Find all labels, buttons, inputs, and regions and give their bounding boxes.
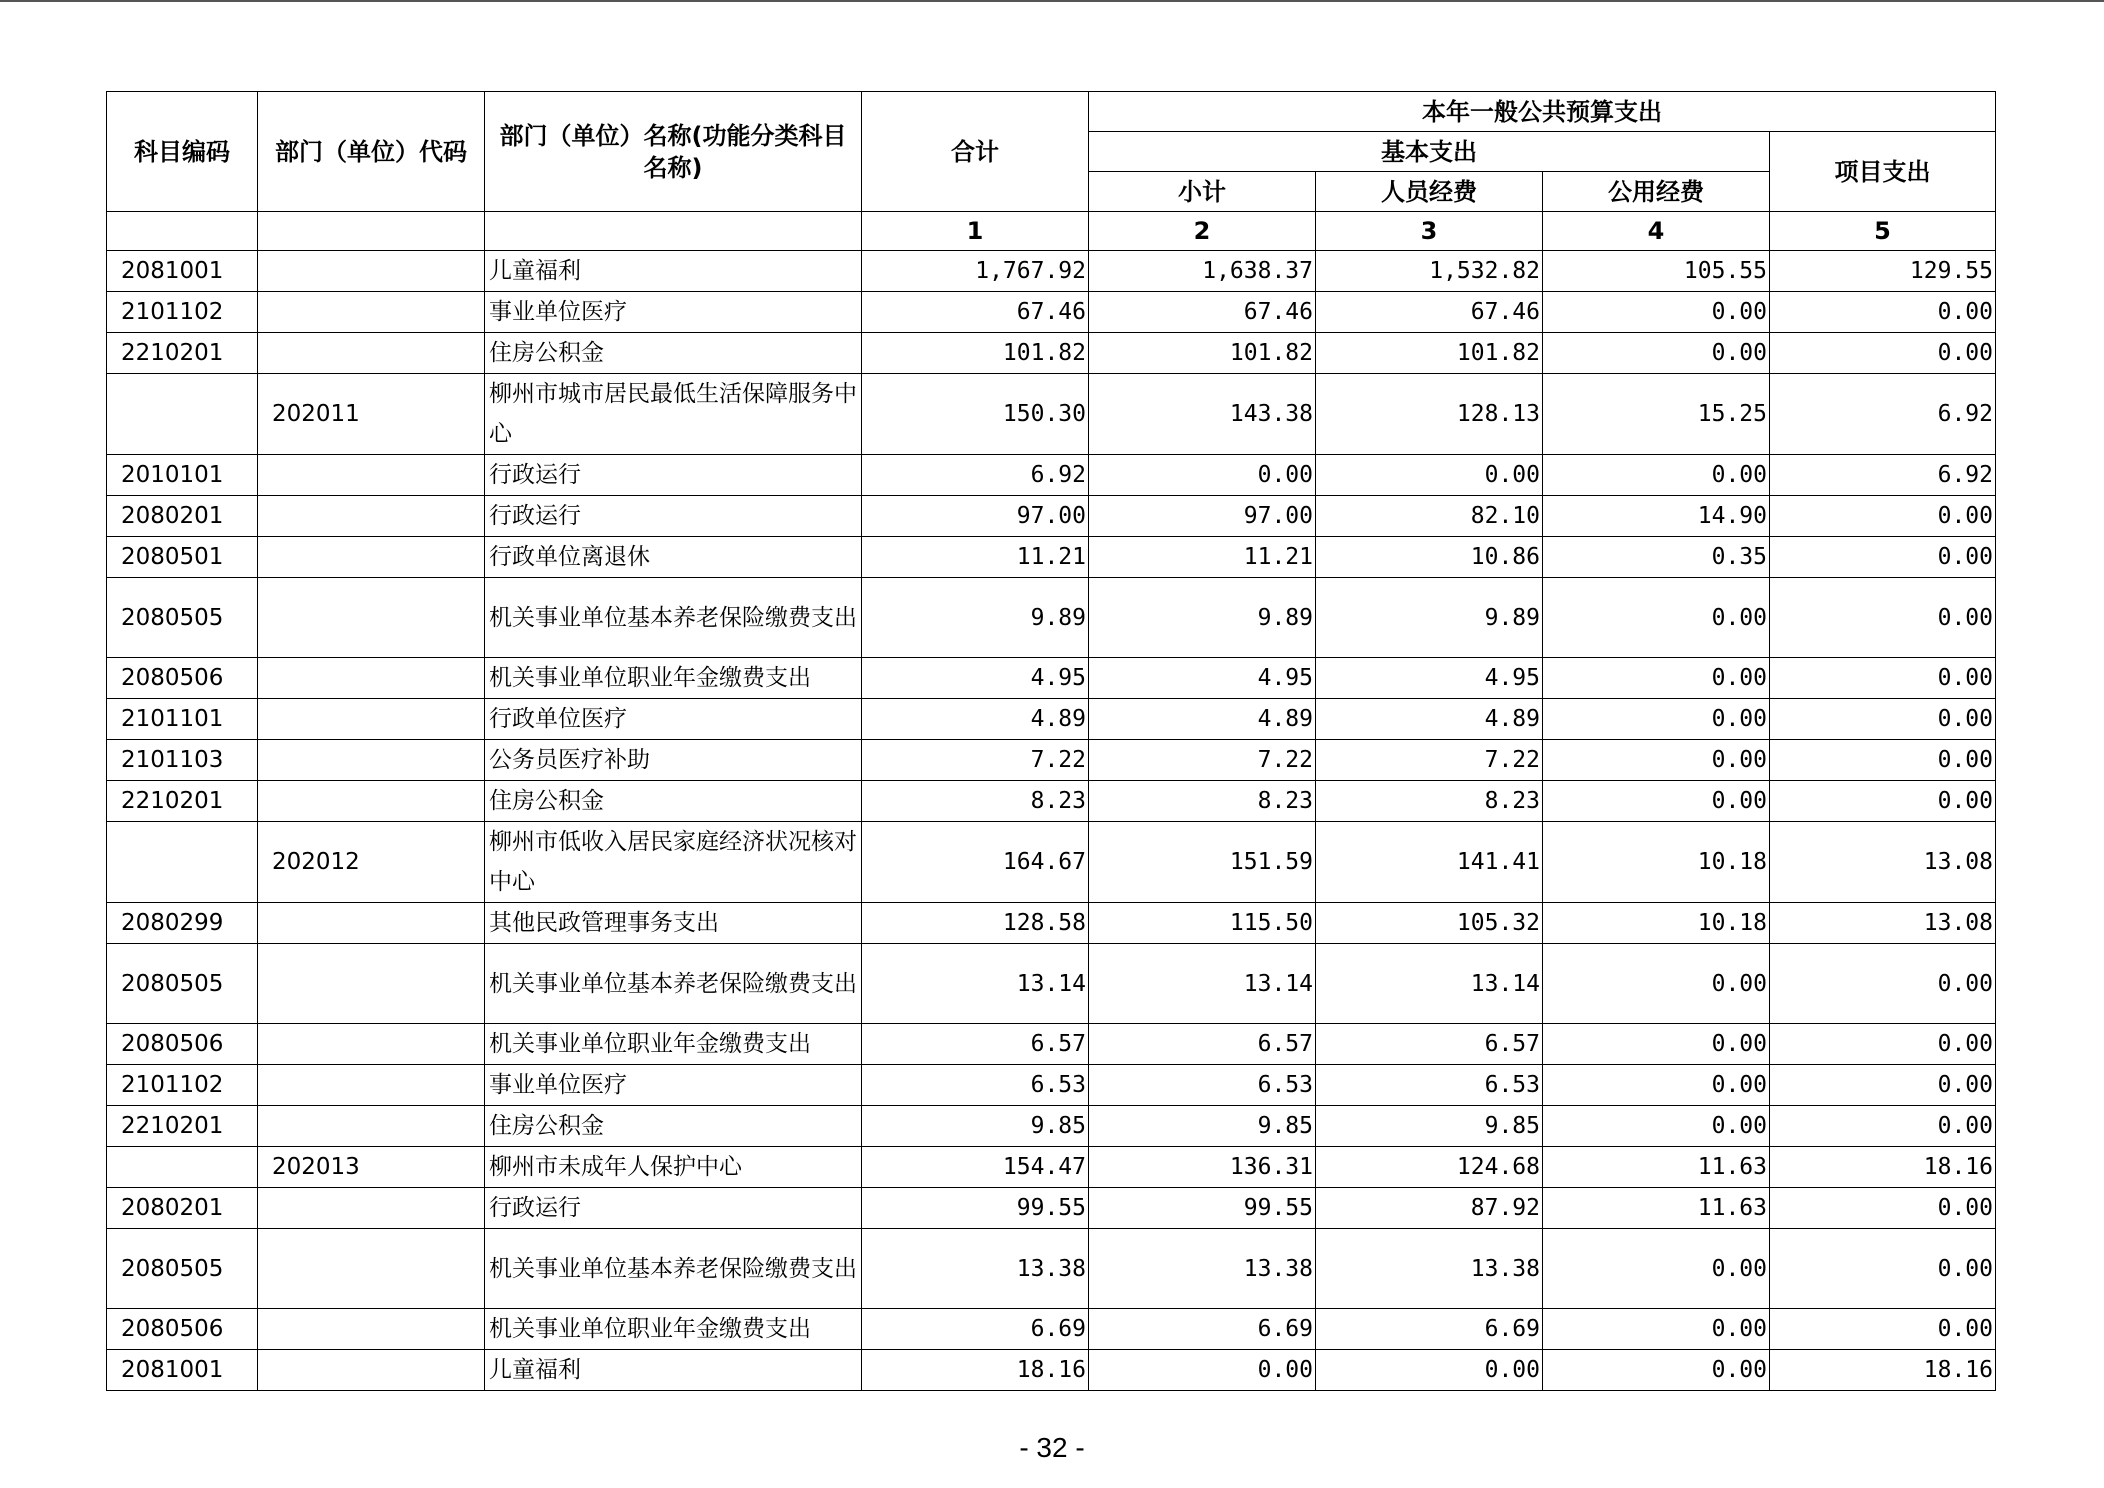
table-row <box>107 1350 1996 1391</box>
cell-code <box>107 1147 258 1188</box>
cell-code: 2010101 <box>107 455 258 496</box>
table-row <box>107 1024 1996 1065</box>
table-row <box>107 1147 1996 1188</box>
cell-code: 2080201 <box>107 1188 258 1229</box>
cell-dept <box>258 1065 485 1106</box>
cell-project: 0.00 <box>1770 1106 1996 1147</box>
cell-project: 0.00 <box>1770 333 1996 374</box>
cell-project: 0.00 <box>1770 1065 1996 1106</box>
cell-public: 10.18 <box>1543 903 1770 944</box>
cell-dept <box>258 944 485 1024</box>
cell-public: 0.00 <box>1543 1106 1770 1147</box>
cell-total: 11.21 <box>862 537 1089 578</box>
table-row <box>107 292 1996 333</box>
cell-dept <box>258 537 485 578</box>
header-index-2: 2 <box>1089 212 1316 251</box>
cell-total: 101.82 <box>862 333 1089 374</box>
cell-public: 14.90 <box>1543 496 1770 537</box>
cell-dept <box>258 251 485 292</box>
cell-project: 18.16 <box>1770 1147 1996 1188</box>
cell-name: 事业单位医疗 <box>485 292 862 333</box>
table-row <box>107 658 1996 699</box>
cell-code <box>107 374 258 455</box>
cell-personnel: 101.82 <box>1316 333 1543 374</box>
table-row <box>107 333 1996 374</box>
cell-subtotal: 101.82 <box>1089 333 1316 374</box>
cell-subtotal: 136.31 <box>1089 1147 1316 1188</box>
cell-code: 2101102 <box>107 292 258 333</box>
cell-name: 机关事业单位基本养老保险缴费支出 <box>485 578 862 658</box>
cell-subtotal: 115.50 <box>1089 903 1316 944</box>
cell-name: 行政运行 <box>485 1188 862 1229</box>
table-row <box>107 374 1996 455</box>
table-row <box>107 944 1996 1024</box>
cell-project: 0.00 <box>1770 537 1996 578</box>
cell-dept <box>258 658 485 699</box>
cell-code: 2210201 <box>107 781 258 822</box>
cell-name: 行政单位医疗 <box>485 699 862 740</box>
cell-total: 6.69 <box>862 1309 1089 1350</box>
cell-public: 0.00 <box>1543 1309 1770 1350</box>
cell-total: 13.14 <box>862 944 1089 1024</box>
cell-subtotal: 67.46 <box>1089 292 1316 333</box>
cell-public: 105.55 <box>1543 251 1770 292</box>
cell-total: 4.95 <box>862 658 1089 699</box>
cell-dept <box>258 699 485 740</box>
cell-public: 0.00 <box>1543 781 1770 822</box>
cell-personnel: 128.13 <box>1316 374 1543 455</box>
cell-name: 住房公积金 <box>485 1106 862 1147</box>
cell-personnel: 4.95 <box>1316 658 1543 699</box>
cell-total: 6.57 <box>862 1024 1089 1065</box>
cell-personnel: 13.14 <box>1316 944 1543 1024</box>
cell-name: 住房公积金 <box>485 333 862 374</box>
cell-personnel: 13.38 <box>1316 1229 1543 1309</box>
cell-total: 4.89 <box>862 699 1089 740</box>
cell-dept: 202012 <box>258 822 485 903</box>
table-row <box>107 822 1996 903</box>
table-row <box>107 903 1996 944</box>
cell-public: 15.25 <box>1543 374 1770 455</box>
cell-dept: 202013 <box>258 1147 485 1188</box>
cell-project: 0.00 <box>1770 658 1996 699</box>
cell-subtotal: 4.89 <box>1089 699 1316 740</box>
header-dept-code: 部门（单位）代码 <box>258 92 485 212</box>
table-row <box>107 251 1996 292</box>
cell-public: 0.00 <box>1543 740 1770 781</box>
cell-personnel: 4.89 <box>1316 699 1543 740</box>
cell-public: 0.35 <box>1543 537 1770 578</box>
header-code: 科目编码 <box>107 92 258 212</box>
header-index-3: 3 <box>1316 212 1543 251</box>
cell-subtotal: 7.22 <box>1089 740 1316 781</box>
cell-subtotal: 6.53 <box>1089 1065 1316 1106</box>
header-name: 部门（单位）名称(功能分类科目名称) <box>485 92 862 212</box>
cell-name: 柳州市低收入居民家庭经济状况核对中心 <box>485 822 862 903</box>
cell-subtotal: 1,638.37 <box>1089 251 1316 292</box>
header-basic: 基本支出 <box>1089 132 1770 172</box>
header-personnel: 人员经费 <box>1316 172 1543 212</box>
cell-total: 6.92 <box>862 455 1089 496</box>
cell-subtotal: 9.85 <box>1089 1106 1316 1147</box>
cell-total: 9.85 <box>862 1106 1089 1147</box>
header-total: 合计 <box>862 92 1089 212</box>
cell-subtotal: 13.14 <box>1089 944 1316 1024</box>
cell-personnel: 141.41 <box>1316 822 1543 903</box>
cell-name: 其他民政管理事务支出 <box>485 903 862 944</box>
header-index-blank <box>107 212 258 251</box>
cell-dept <box>258 455 485 496</box>
cell-name: 儿童福利 <box>485 251 862 292</box>
cell-subtotal: 97.00 <box>1089 496 1316 537</box>
table-row <box>107 578 1996 658</box>
cell-public: 0.00 <box>1543 292 1770 333</box>
cell-total: 8.23 <box>862 781 1089 822</box>
cell-total: 97.00 <box>862 496 1089 537</box>
cell-personnel: 105.32 <box>1316 903 1543 944</box>
header-index-1: 1 <box>862 212 1089 251</box>
cell-project: 6.92 <box>1770 374 1996 455</box>
cell-project: 6.92 <box>1770 455 1996 496</box>
cell-project: 0.00 <box>1770 496 1996 537</box>
cell-total: 1,767.92 <box>862 251 1089 292</box>
cell-total: 128.58 <box>862 903 1089 944</box>
cell-dept <box>258 1024 485 1065</box>
cell-code: 2081001 <box>107 1350 258 1391</box>
cell-name: 事业单位医疗 <box>485 1065 862 1106</box>
cell-project: 13.08 <box>1770 903 1996 944</box>
cell-public: 0.00 <box>1543 333 1770 374</box>
cell-name: 机关事业单位基本养老保险缴费支出 <box>485 1229 862 1309</box>
cell-dept <box>258 1188 485 1229</box>
cell-project: 0.00 <box>1770 699 1996 740</box>
cell-dept <box>258 903 485 944</box>
cell-name: 机关事业单位基本养老保险缴费支出 <box>485 944 862 1024</box>
header-public: 公用经费 <box>1543 172 1770 212</box>
cell-dept <box>258 578 485 658</box>
cell-project: 129.55 <box>1770 251 1996 292</box>
cell-project: 0.00 <box>1770 292 1996 333</box>
cell-subtotal: 143.38 <box>1089 374 1316 455</box>
cell-project: 0.00 <box>1770 944 1996 1024</box>
table-row <box>107 1106 1996 1147</box>
table-row <box>107 537 1996 578</box>
cell-subtotal: 8.23 <box>1089 781 1316 822</box>
cell-public: 0.00 <box>1543 658 1770 699</box>
cell-project: 18.16 <box>1770 1350 1996 1391</box>
table-body <box>107 251 1996 1391</box>
cell-dept <box>258 1309 485 1350</box>
cell-public: 0.00 <box>1543 1350 1770 1391</box>
cell-name: 机关事业单位职业年金缴费支出 <box>485 658 862 699</box>
cell-subtotal: 0.00 <box>1089 1350 1316 1391</box>
cell-project: 0.00 <box>1770 781 1996 822</box>
cell-dept <box>258 1350 485 1391</box>
budget-table <box>106 91 1996 1391</box>
cell-project: 0.00 <box>1770 1309 1996 1350</box>
cell-dept <box>258 333 485 374</box>
cell-dept <box>258 781 485 822</box>
cell-public: 11.63 <box>1543 1147 1770 1188</box>
cell-personnel: 82.10 <box>1316 496 1543 537</box>
cell-code: 2101101 <box>107 699 258 740</box>
table-row <box>107 455 1996 496</box>
cell-total: 13.38 <box>862 1229 1089 1309</box>
cell-subtotal: 6.57 <box>1089 1024 1316 1065</box>
cell-name: 行政运行 <box>485 496 862 537</box>
cell-personnel: 0.00 <box>1316 1350 1543 1391</box>
header-group: 本年一般公共预算支出 <box>1089 92 1996 132</box>
cell-total: 7.22 <box>862 740 1089 781</box>
cell-code: 2080505 <box>107 944 258 1024</box>
cell-personnel: 6.57 <box>1316 1024 1543 1065</box>
cell-name: 机关事业单位职业年金缴费支出 <box>485 1309 862 1350</box>
cell-personnel: 124.68 <box>1316 1147 1543 1188</box>
cell-dept <box>258 292 485 333</box>
cell-name: 住房公积金 <box>485 781 862 822</box>
cell-personnel: 0.00 <box>1316 455 1543 496</box>
cell-subtotal: 151.59 <box>1089 822 1316 903</box>
cell-project: 0.00 <box>1770 1024 1996 1065</box>
table-row <box>107 1188 1996 1229</box>
cell-code: 2080299 <box>107 903 258 944</box>
cell-dept <box>258 496 485 537</box>
header-index-4: 4 <box>1543 212 1770 251</box>
cell-total: 154.47 <box>862 1147 1089 1188</box>
cell-code: 2081001 <box>107 251 258 292</box>
table-row <box>107 1065 1996 1106</box>
cell-code: 2080505 <box>107 578 258 658</box>
cell-personnel: 6.53 <box>1316 1065 1543 1106</box>
cell-total: 9.89 <box>862 578 1089 658</box>
table-row <box>107 496 1996 537</box>
header-project: 项目支出 <box>1770 132 1996 212</box>
cell-public: 0.00 <box>1543 1229 1770 1309</box>
cell-subtotal: 4.95 <box>1089 658 1316 699</box>
cell-dept <box>258 740 485 781</box>
cell-project: 13.08 <box>1770 822 1996 903</box>
cell-public: 10.18 <box>1543 822 1770 903</box>
cell-subtotal: 6.69 <box>1089 1309 1316 1350</box>
cell-subtotal: 0.00 <box>1089 455 1316 496</box>
cell-subtotal: 11.21 <box>1089 537 1316 578</box>
table-header <box>107 92 1996 251</box>
page-number: - 32 - <box>1019 1432 1085 1463</box>
top-border-line <box>0 0 2104 2</box>
cell-public: 0.00 <box>1543 455 1770 496</box>
cell-public: 0.00 <box>1543 578 1770 658</box>
cell-project: 0.00 <box>1770 1229 1996 1309</box>
cell-total: 67.46 <box>862 292 1089 333</box>
cell-public: 0.00 <box>1543 1024 1770 1065</box>
cell-name: 行政运行 <box>485 455 862 496</box>
cell-personnel: 9.85 <box>1316 1106 1543 1147</box>
cell-public: 0.00 <box>1543 699 1770 740</box>
cell-code: 2080505 <box>107 1229 258 1309</box>
cell-personnel: 9.89 <box>1316 578 1543 658</box>
cell-project: 0.00 <box>1770 578 1996 658</box>
cell-personnel: 7.22 <box>1316 740 1543 781</box>
cell-code: 2080506 <box>107 1024 258 1065</box>
cell-total: 150.30 <box>862 374 1089 455</box>
cell-code <box>107 822 258 903</box>
cell-code: 2080201 <box>107 496 258 537</box>
cell-name: 儿童福利 <box>485 1350 862 1391</box>
cell-name: 机关事业单位职业年金缴费支出 <box>485 1024 862 1065</box>
cell-project: 0.00 <box>1770 740 1996 781</box>
cell-code: 2080506 <box>107 1309 258 1350</box>
table-row <box>107 781 1996 822</box>
cell-subtotal: 13.38 <box>1089 1229 1316 1309</box>
table-row <box>107 699 1996 740</box>
table-row <box>107 1309 1996 1350</box>
header-index-blank <box>485 212 862 251</box>
cell-personnel: 6.69 <box>1316 1309 1543 1350</box>
cell-public: 0.00 <box>1543 1065 1770 1106</box>
cell-personnel: 67.46 <box>1316 292 1543 333</box>
cell-subtotal: 9.89 <box>1089 578 1316 658</box>
cell-name: 柳州市城市居民最低生活保障服务中心 <box>485 374 862 455</box>
cell-name: 柳州市未成年人保护中心 <box>485 1147 862 1188</box>
cell-project: 0.00 <box>1770 1188 1996 1229</box>
cell-code: 2101102 <box>107 1065 258 1106</box>
cell-dept <box>258 1106 485 1147</box>
header-index-5: 5 <box>1770 212 1996 251</box>
header-index-blank <box>258 212 485 251</box>
cell-code: 2101103 <box>107 740 258 781</box>
cell-total: 6.53 <box>862 1065 1089 1106</box>
cell-dept: 202011 <box>258 374 485 455</box>
cell-code: 2210201 <box>107 1106 258 1147</box>
cell-code: 2080501 <box>107 537 258 578</box>
cell-personnel: 1,532.82 <box>1316 251 1543 292</box>
cell-total: 99.55 <box>862 1188 1089 1229</box>
cell-subtotal: 99.55 <box>1089 1188 1316 1229</box>
cell-total: 18.16 <box>862 1350 1089 1391</box>
table-row <box>107 740 1996 781</box>
cell-code: 2210201 <box>107 333 258 374</box>
cell-total: 164.67 <box>862 822 1089 903</box>
cell-personnel: 87.92 <box>1316 1188 1543 1229</box>
cell-personnel: 10.86 <box>1316 537 1543 578</box>
cell-code: 2080506 <box>107 658 258 699</box>
cell-public: 0.00 <box>1543 944 1770 1024</box>
cell-name: 行政单位离退休 <box>485 537 862 578</box>
cell-dept <box>258 1229 485 1309</box>
cell-personnel: 8.23 <box>1316 781 1543 822</box>
cell-name: 公务员医疗补助 <box>485 740 862 781</box>
cell-public: 11.63 <box>1543 1188 1770 1229</box>
table-row <box>107 1229 1996 1309</box>
header-subtotal: 小计 <box>1089 172 1316 212</box>
